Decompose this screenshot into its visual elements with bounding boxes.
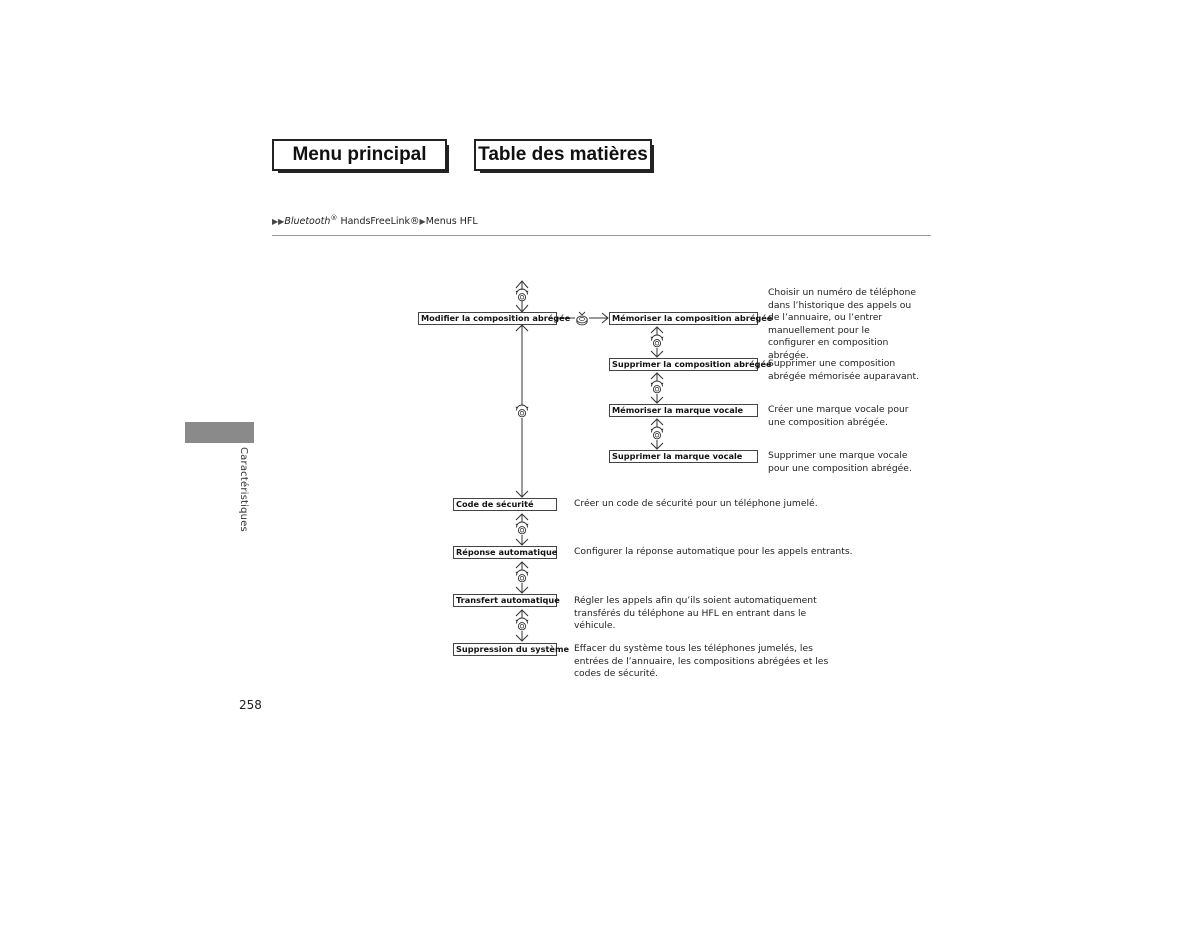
- submenu-description: Supprimer une composition abrégée mémorisée auparavant.: [768, 358, 919, 382]
- selector-knob-rotate-icon: [516, 570, 528, 582]
- menu-item-description: Configurer la réponse automatique pour les appels entrants.: [574, 546, 853, 557]
- table-of-contents-button-label: Table des matières: [478, 144, 648, 165]
- breadcrumb-menus-hfl[interactable]: Menus HFL: [425, 216, 478, 228]
- breadcrumb-handsfreelink[interactable]: HandsFreeLink®: [337, 216, 420, 228]
- submenu-item-delete-speed-dial[interactable]: [609, 358, 772, 371]
- menu-item-system-clear[interactable]: [453, 643, 570, 656]
- menu-item-label: Code de sécurité: [456, 499, 534, 509]
- submenu-item-store-voice-tag[interactable]: [609, 404, 758, 417]
- selector-knob-rotate-icon: [651, 381, 663, 393]
- menu-item-label: Supprimer la composition abrégée: [612, 359, 772, 369]
- menu-item-label: Supprimer la marque vocale: [612, 451, 743, 461]
- selector-knob-rotate-icon: [516, 618, 528, 630]
- selector-knob-rotate-icon: [516, 289, 528, 301]
- menu-item-label: Suppression du système: [456, 644, 570, 654]
- submenu-description: Choisir un numéro de téléphone dans l’historique des appels ou de l’annuaire, ou l’entrer manuellement pour le configurer en composition abrégée.: [768, 287, 916, 361]
- selector-knob-rotate-icon: [516, 405, 528, 417]
- menu-item-label: Modifier la composition abrégée: [421, 313, 571, 323]
- submenu-description: Supprimer une marque vocale pour une composition abrégée.: [768, 450, 912, 474]
- menu-item-label: Mémoriser la marque vocale: [612, 405, 744, 415]
- menu-item-speed-dial[interactable]: [418, 312, 571, 325]
- menu-item-security-code[interactable]: [453, 498, 557, 511]
- menu-item-auto-answer[interactable]: [453, 546, 557, 559]
- submenu-description: Créer une marque vocale pour une composition abrégée.: [768, 404, 909, 428]
- selector-knob-rotate-icon: [651, 335, 663, 347]
- section-tab-label: Caractéristiques: [238, 447, 249, 532]
- selector-knob-rotate-icon: [651, 427, 663, 439]
- menu-item-description: Régler les appels afin qu’ils soient automatiquement transférés du téléphone au HFL en entrant dans le véhicule.: [574, 595, 817, 632]
- submenu-item-store-speed-dial[interactable]: [609, 312, 773, 325]
- selector-knob-press-icon: [577, 312, 587, 325]
- menu-item-label: Réponse automatique: [456, 547, 558, 557]
- menu-item-label: Transfert automatique: [456, 595, 560, 605]
- selector-knob-rotate-icon: [516, 522, 528, 534]
- menu-item-auto-transfer[interactable]: [453, 594, 560, 607]
- menu-item-label: Mémoriser la composition abrégée: [612, 313, 773, 323]
- breadcrumb-arrow-icon: ▶▶: [272, 217, 285, 227]
- page-number: 258: [239, 698, 262, 712]
- breadcrumb-registered-mark: ®: [330, 214, 338, 222]
- main-menu-button-label: Menu principal: [292, 144, 427, 165]
- breadcrumb-bluetooth[interactable]: Bluetooth: [284, 216, 331, 228]
- menu-item-description: Effacer du système tous les téléphones jumelés, les entrées de l’annuaire, les compositions abrégées et les codes de sécurité.: [574, 643, 829, 680]
- menu-item-description: Créer un code de sécurité pour un téléphone jumelé.: [574, 498, 818, 509]
- submenu-item-delete-voice-tag[interactable]: [609, 450, 758, 463]
- breadcrumb-arrow-icon: ▶: [419, 217, 426, 227]
